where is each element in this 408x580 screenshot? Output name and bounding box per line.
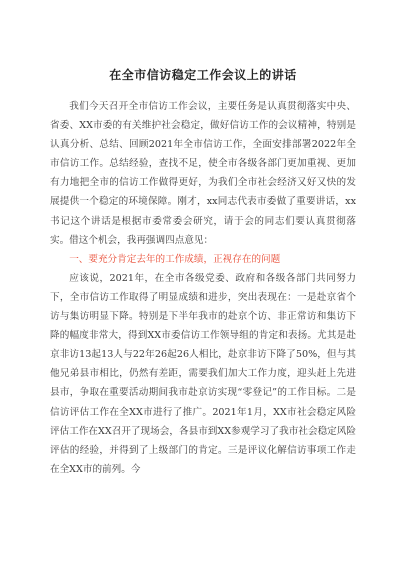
paragraph-achievements: 应该说，2021年，在全市各级党委、政府和各级各部门共同努力下，全市信访工作取得了明显成绩和进步，突出表现在：一是赴京省个访与集访明显下降。特别是下半年我市的赴京个访、非正常访和集访下降的幅度非常大，得到XX市委信访工作领导组的肯定和表扬。尤其是赴京非访13起13人与22年26起26人相比，赴京非访下降了50%，但与其他兄弟县市相比，仍然有差距，需要我们加大工作力度，迎头赶上先进县市，争取在重要活动期间我市赴京访实现“零登记”的工作目标。二是信访评估工作在全XX市进行了推广。2021年1月，XX市社会稳定风险评估工作在XX召开了现场会，各县市到XX参观学习了我市社会稳定风险评估的经验，并得到了上级部门的肯定。三是评议化解信访事项工作走在全XX市的前列。今 bbox=[50, 272, 356, 475]
paragraph-intro: 我们今天召开全市信访工作会议，主要任务是认真贯彻落实中央、省委、XX市委的有关维护社会稳定，做好信访工作的会议精神，特别是认真分析、总结、回顾2021年全市信访工作，全面安排部署2022年全市信访工作。总结经验，查找不足，使全市各级各部门更加重视、更加有力地把全市的信访工作做得更好，为我们全市社会经济又好又快的发展提供一个稳定的环境保障。刚才，xx同志代表市委做了重要讲话，xx书记这个讲话是根据市委常委会研究，请于会的同志们要认真贯彻落实。借这个机会，我再强调四点意见： bbox=[50, 101, 356, 246]
page-title: 在全市信访稳定工作会议上的讲话 bbox=[109, 68, 297, 82]
document-body bbox=[50, 97, 356, 479]
section-heading: 一、要充分肯定去年的工作成绩，正视存在的问题 bbox=[69, 253, 281, 265]
